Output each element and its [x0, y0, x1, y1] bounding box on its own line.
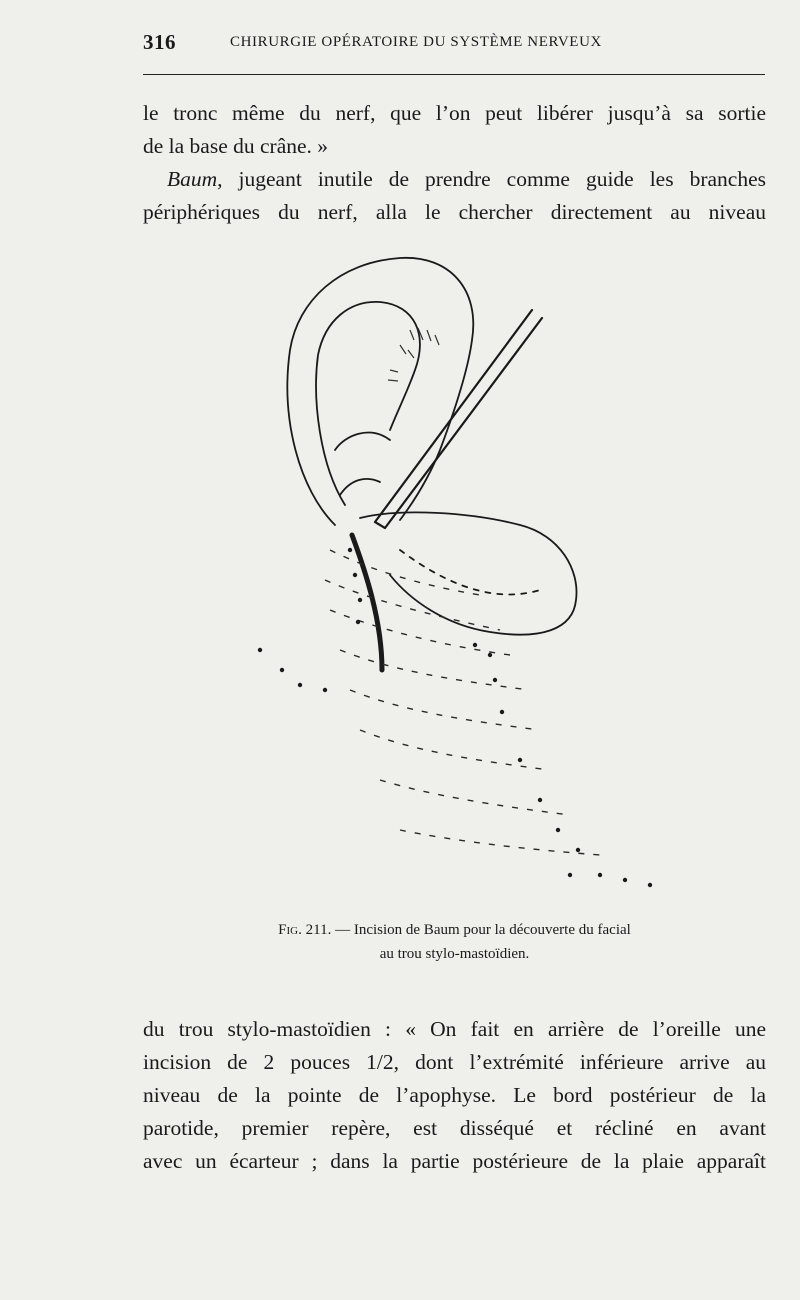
- author-name: Baum,: [167, 167, 223, 191]
- ear-illustration: [240, 250, 670, 910]
- text-fragment: jugeant inutile de prendre comme guide les branches: [222, 167, 766, 191]
- text-line: avec un écarteur ; dans la partie postérieure de la plaie apparaît: [143, 1149, 766, 1173]
- ear-concha-outline: [335, 433, 390, 450]
- ear-antihelix-outline: [316, 302, 420, 505]
- caption-line: au trou stylo-mastoïdien.: [379, 946, 530, 962]
- page-header: [143, 30, 765, 60]
- figure-label: Fig. 211.: [278, 922, 332, 938]
- ear-lobe-outline: [360, 512, 577, 634]
- figure-ear-incision: [240, 250, 670, 910]
- text-line: le tronc même du nerf, que l’on peut libérer jusqu’à sa sortie: [143, 101, 766, 125]
- caption-line: [143, 918, 766, 942]
- text-line: du trou stylo-mastoïdien : « On fait en arrière de l’oreille une: [143, 1017, 766, 1041]
- neck-contour-dashes: [325, 550, 600, 855]
- paragraph-bottom: [143, 1013, 766, 1178]
- running-title: CHIRURGIE OPÉRATOIRE DU SYSTÈME NERVEUX: [230, 34, 602, 50]
- header-rule: [143, 74, 765, 75]
- text-line: périphériques du nerf, alla le chercher directement au niveau: [143, 200, 766, 224]
- paragraph-continued: [143, 97, 766, 163]
- page-number: 316: [143, 30, 176, 54]
- text-line: [143, 163, 766, 196]
- ear-lobe-inner: [400, 550, 540, 594]
- text-line: incision de 2 pouces 1/2, dont l’extrémité inférieure arrive au: [143, 1050, 766, 1074]
- retractor-instrument: [375, 310, 542, 528]
- paragraph-baum: [143, 163, 766, 229]
- incision-line: [352, 535, 382, 670]
- text-line: parotide, premier repère, est disséqué et récliné en avant: [143, 1116, 766, 1140]
- caption-text: — Incision de Baum pour la découverte du facial: [331, 922, 631, 938]
- text-line: niveau de la pointe de l’apophyse. Le bord postérieur de la: [143, 1083, 766, 1107]
- ear-tragus-outline: [340, 479, 380, 495]
- text-line: de la base du crâne. »: [143, 134, 329, 158]
- figure-caption: [143, 918, 766, 966]
